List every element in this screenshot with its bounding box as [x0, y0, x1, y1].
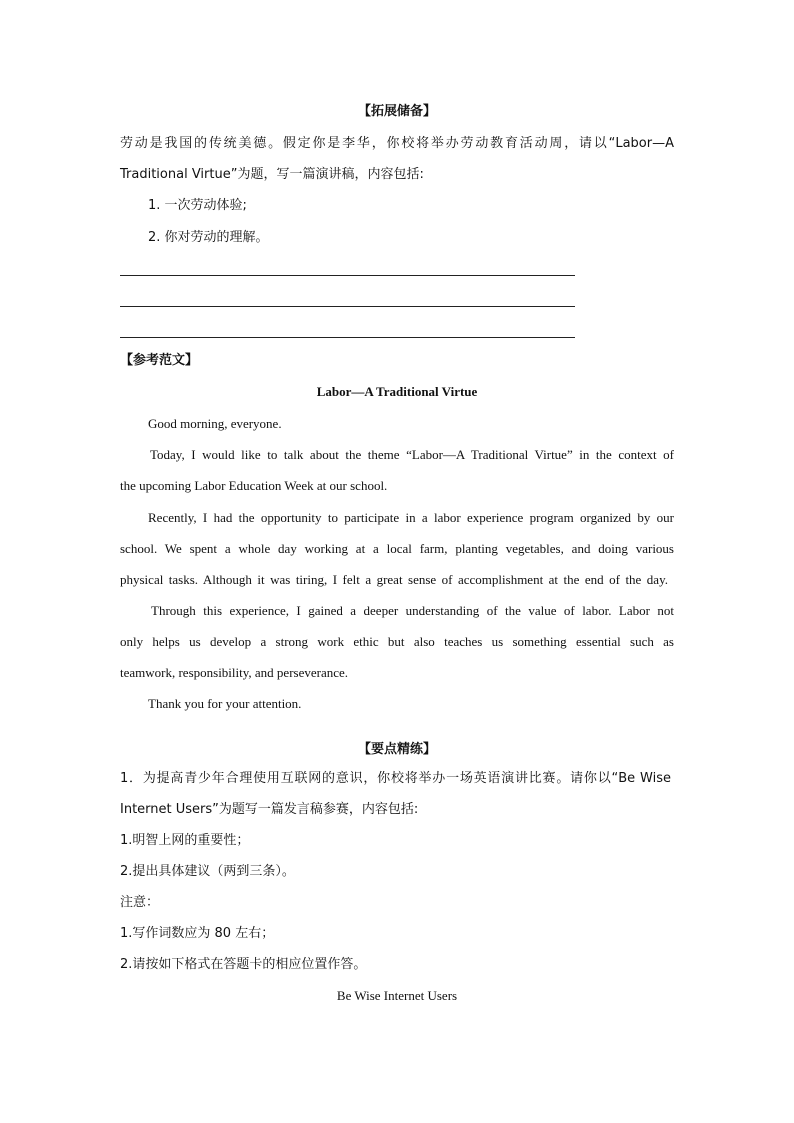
note-label: 注意： [120, 895, 160, 910]
prompt-point-1: 1. 一次劳动体验; [148, 198, 247, 213]
prompt-line-1: 劳动是我国的传统美德。假定你是李华，你校将举办劳动教育活动周，请以“Labor—A [120, 136, 674, 151]
section-heading-practice: 【要点精练】 [357, 742, 436, 757]
answer-line-3 [120, 337, 575, 338]
prompt-point-2: 2. 你对劳动的理解。 [148, 230, 269, 245]
essay-p1-line1: Today, I would like to talk about the theme “Labor—A Traditional Virtue” in the context of [150, 447, 674, 462]
essay-p3-line3: teamwork, responsibility, and perseverance. [120, 665, 349, 680]
content-item-1: 1.明智上网的重要性； [120, 833, 250, 848]
question-1-line2: Internet Users”为题写一篇发言稿参赛，内容包括: [120, 802, 419, 817]
essay-p2-line1: Recently, I had the opportunity to participate in a labor experience program organized by our [148, 510, 674, 525]
essay-p2-line2: school. We spent a whole day working at a local farm, planting vegetables, and doing various [120, 541, 674, 556]
answer-title: Be Wise Internet Users [336, 988, 458, 1003]
essay-title: Labor—A Traditional Virtue [316, 384, 478, 399]
answer-line-2 [120, 306, 575, 307]
essay-p3-line2: only helps us develop a strong work ethic but also teaches us something essential such as [120, 634, 674, 649]
section-heading-expand: 【拓展储备】 [357, 104, 436, 119]
essay-closing: Thank you for your attention. [148, 696, 302, 711]
content-item-2: 2.提出具体建议（两到三条）。 [120, 864, 295, 879]
section-heading-reference: 【参考范文】 [120, 353, 199, 368]
answer-line-1 [120, 275, 575, 276]
prompt-line-2: Traditional Virtue”为题，写一篇演讲稿，内容包括: [120, 167, 424, 182]
essay-p3-line1: Through this experience, I gained a deeper understanding of the value of labor. Labor not [151, 603, 674, 618]
essay-p1-line2: the upcoming Labor Education Week at our school. [120, 478, 388, 493]
note-item-1: 1.写作词数应为 80 左右； [120, 926, 275, 941]
question-1-line1: 1．为提高青少年合理使用互联网的意识，你校将举办一场英语演讲比赛。请你以“Be Wise [120, 771, 671, 786]
essay-greeting: Good morning, everyone. [148, 416, 282, 431]
note-item-2: 2.请按如下格式在答题卡的相应位置作答。 [120, 957, 367, 972]
essay-p2-line3: physical tasks. Although it was tiring, I felt a great sense of accomplishment at the end of the day. [120, 572, 668, 587]
